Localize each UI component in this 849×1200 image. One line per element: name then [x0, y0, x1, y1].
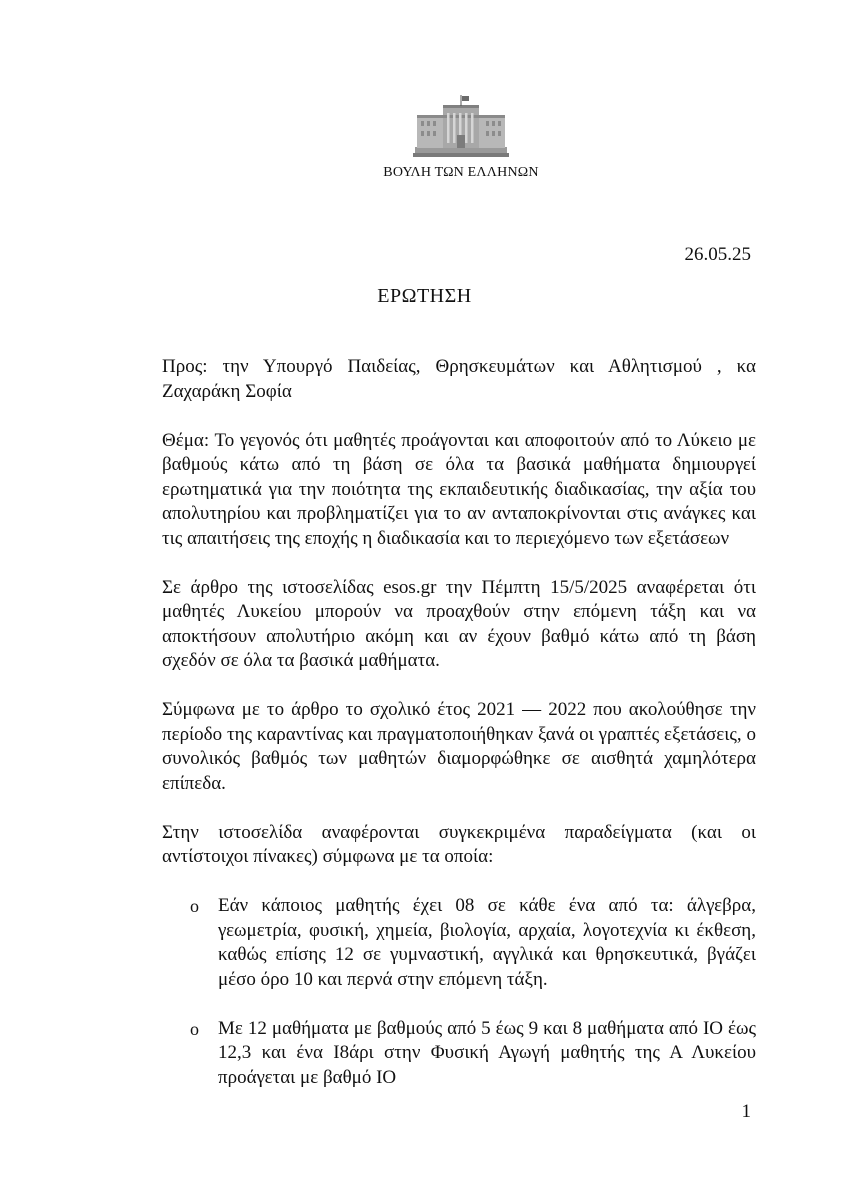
- example-list: [162, 894, 756, 1090]
- page-number: 1: [741, 1101, 751, 1122]
- parliament-building-icon: [413, 95, 509, 157]
- bullet-marker: o: [190, 896, 199, 916]
- recipient-paragraph: Προς: την Υπουργό Παιδείας, Θρησκευμάτων και Αθλητισμού , κα Ζαχαράκη Σοφία: [162, 356, 756, 402]
- subject-paragraph: Θέμα: Το γεγονός ότι μαθητές προάγονται και αποφοιτούν από το Λύκειο με βαθμούς κάτω από τη βάση σε όλα τα βασικά μαθήματα δημιουργεί ερωτηματικά για την ποιότητα της εκπαιδευτικής διαδικασίας, την αξία του απολυτηρίου και προβληματίζει για το αν ανταποκρίνονται στις ανάγκες και τις απαιτήσεις της εποχής η διαδικασία και το περιεχόμενο των εξετάσεων: [162, 429, 756, 549]
- document-date: 26.05.25: [684, 244, 751, 265]
- document-body: [162, 355, 756, 1115]
- document-title: ΕΡΩΤΗΣΗ: [377, 285, 472, 307]
- body-paragraph: Σύμφωνα με το άρθρο το σχολικό έτος 2021 — 2022 που ακολούθησε την περίοδο της καραντίνας και πραγματοποιήθηκαν ξανά οι γραπτές εξετάσεις, ο συνολικός βαθμός των μαθητών διαμορφώθηκε σε αισθητά χαμηλότερα επίπεδα.: [162, 699, 756, 794]
- list-item-text: Εάν κάποιος μαθητής έχει 08 σε κάθε ένα από τα: άλγεβρα, γεωμετρία, φυσική, χημεία, βιολογία, αρχαία, λογοτεχνία κι έκθεση, καθώς επίσης 12 σε γυμναστική, αγγλικά και θρησκευτικά, βγάζει μέσο όρο 10 και περνά στην επόμενη τάξη.: [218, 895, 756, 990]
- body-paragraph: Σε άρθρο της ιστοσελίδας esos.gr την Πέμπτη 15/5/2025 αναφέρεται ότι μαθητές Λυκείου μπορούν να προαχθούν στην επόμενη τάξη και να αποκτήσουν απολυτήριο ακόμη και αν έχουν βαθμό κάτω από τη βάση σχεδόν σε όλα τα βασικά μαθήματα.: [162, 576, 756, 671]
- org-name: ΒΟΥΛΗ ΤΩΝ ΕΛΛΗΝΩΝ: [383, 165, 539, 180]
- body-paragraph: Στην ιστοσελίδα αναφέρονται συγκεκριμένα παραδείγματα (και οι αντίστοιχοι πίνακες) σύμφωνα με τα οποία:: [162, 821, 756, 867]
- list-item-text: Με 12 μαθήματα με βαθμούς από 5 έως 9 και 8 μαθήματα από ΙΟ έως 12,3 και ένα Ι8άρι στην Φυσική Αγωγή μαθητής της Α Λυκείου προάγεται με βαθμό ΙΟ: [218, 1017, 756, 1088]
- list-item: [162, 894, 756, 992]
- bullet-marker: o: [190, 1018, 199, 1039]
- list-item: [162, 1017, 756, 1091]
